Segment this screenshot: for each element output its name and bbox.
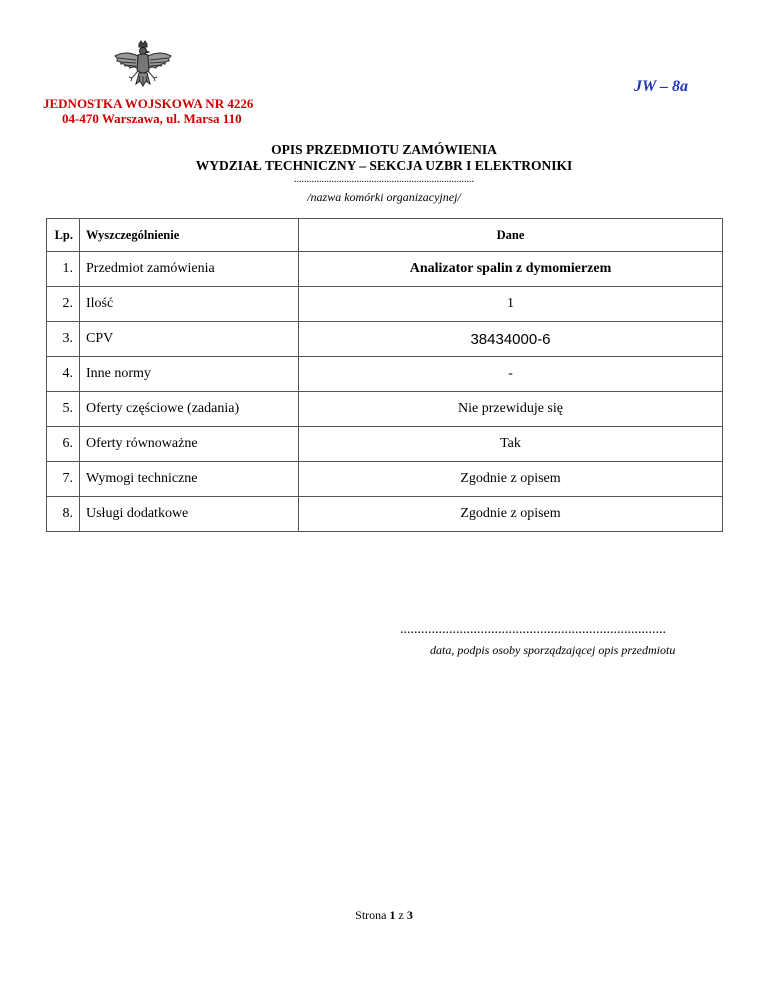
- page-separator: z: [395, 908, 407, 922]
- document-subtitle: WYDZIAŁ TECHNICZNY – SEKCJA UZBR I ELEKTRONIKI: [195, 158, 573, 173]
- table-row: [47, 427, 723, 462]
- row-data: Nie przewiduje się: [299, 392, 723, 427]
- row-item: Usługi dodatkowe: [80, 497, 299, 532]
- row-lp: 1.: [47, 252, 80, 287]
- row-item: Inne normy: [80, 357, 299, 392]
- dotted-fill-line: ........................................................................: [294, 174, 474, 185]
- row-item: CPV: [80, 322, 299, 357]
- row-data: -: [299, 357, 723, 392]
- signature-caption: data, podpis osoby sporządzającej opis przedmiotu: [430, 643, 676, 657]
- form-code: JW – 8a: [634, 78, 688, 95]
- row-data: Analizator spalin z dymomierzem: [299, 252, 723, 287]
- table-header-row: [47, 219, 723, 252]
- table-row: [47, 497, 723, 532]
- page-number: [0, 908, 768, 923]
- header-data: Dane: [299, 219, 723, 252]
- organization-name: JEDNOSTKA WOJSKOWA NR 4226: [43, 96, 254, 111]
- row-lp: 6.: [47, 427, 80, 462]
- row-data: 1: [299, 287, 723, 322]
- row-lp: 7.: [47, 462, 80, 497]
- organization-address: 04-470 Warszawa, ul. Marsa 110: [62, 111, 242, 126]
- row-lp: 8.: [47, 497, 80, 532]
- unit-name-caption: /nazwa komórki organizacyjnej/: [307, 190, 461, 204]
- row-lp: 4.: [47, 357, 80, 392]
- signature-line: ............................................................................: [400, 622, 666, 637]
- table-row: [47, 287, 723, 322]
- row-data: Zgodnie z opisem: [299, 497, 723, 532]
- header-item: Wyszczególnienie: [80, 219, 299, 252]
- header-lp: Lp.: [47, 219, 80, 252]
- row-data: Tak: [299, 427, 723, 462]
- table-row: [47, 392, 723, 427]
- polish-eagle-emblem-icon: [112, 40, 174, 92]
- row-item: Ilość: [80, 287, 299, 322]
- row-item: Oferty częściowe (zadania): [80, 392, 299, 427]
- table-row: [47, 252, 723, 287]
- row-data: 38434000-6: [299, 322, 723, 357]
- page-current: 1: [389, 908, 396, 922]
- row-lp: 2.: [47, 287, 80, 322]
- page-total: 3: [406, 908, 413, 922]
- row-item: Wymogi techniczne: [80, 462, 299, 497]
- row-item: Oferty równoważne: [80, 427, 299, 462]
- page-prefix: Strona: [355, 908, 390, 922]
- table-row: [47, 462, 723, 497]
- table-row: [47, 322, 723, 357]
- row-item: Przedmiot zamówienia: [80, 252, 299, 287]
- table-row: [47, 357, 723, 392]
- document-title: OPIS PRZEDMIOTU ZAMÓWIENIA: [271, 142, 497, 157]
- row-data: Zgodnie z opisem: [299, 462, 723, 497]
- specification-table: [46, 218, 723, 532]
- row-lp: 3.: [47, 322, 80, 357]
- row-lp: 5.: [47, 392, 80, 427]
